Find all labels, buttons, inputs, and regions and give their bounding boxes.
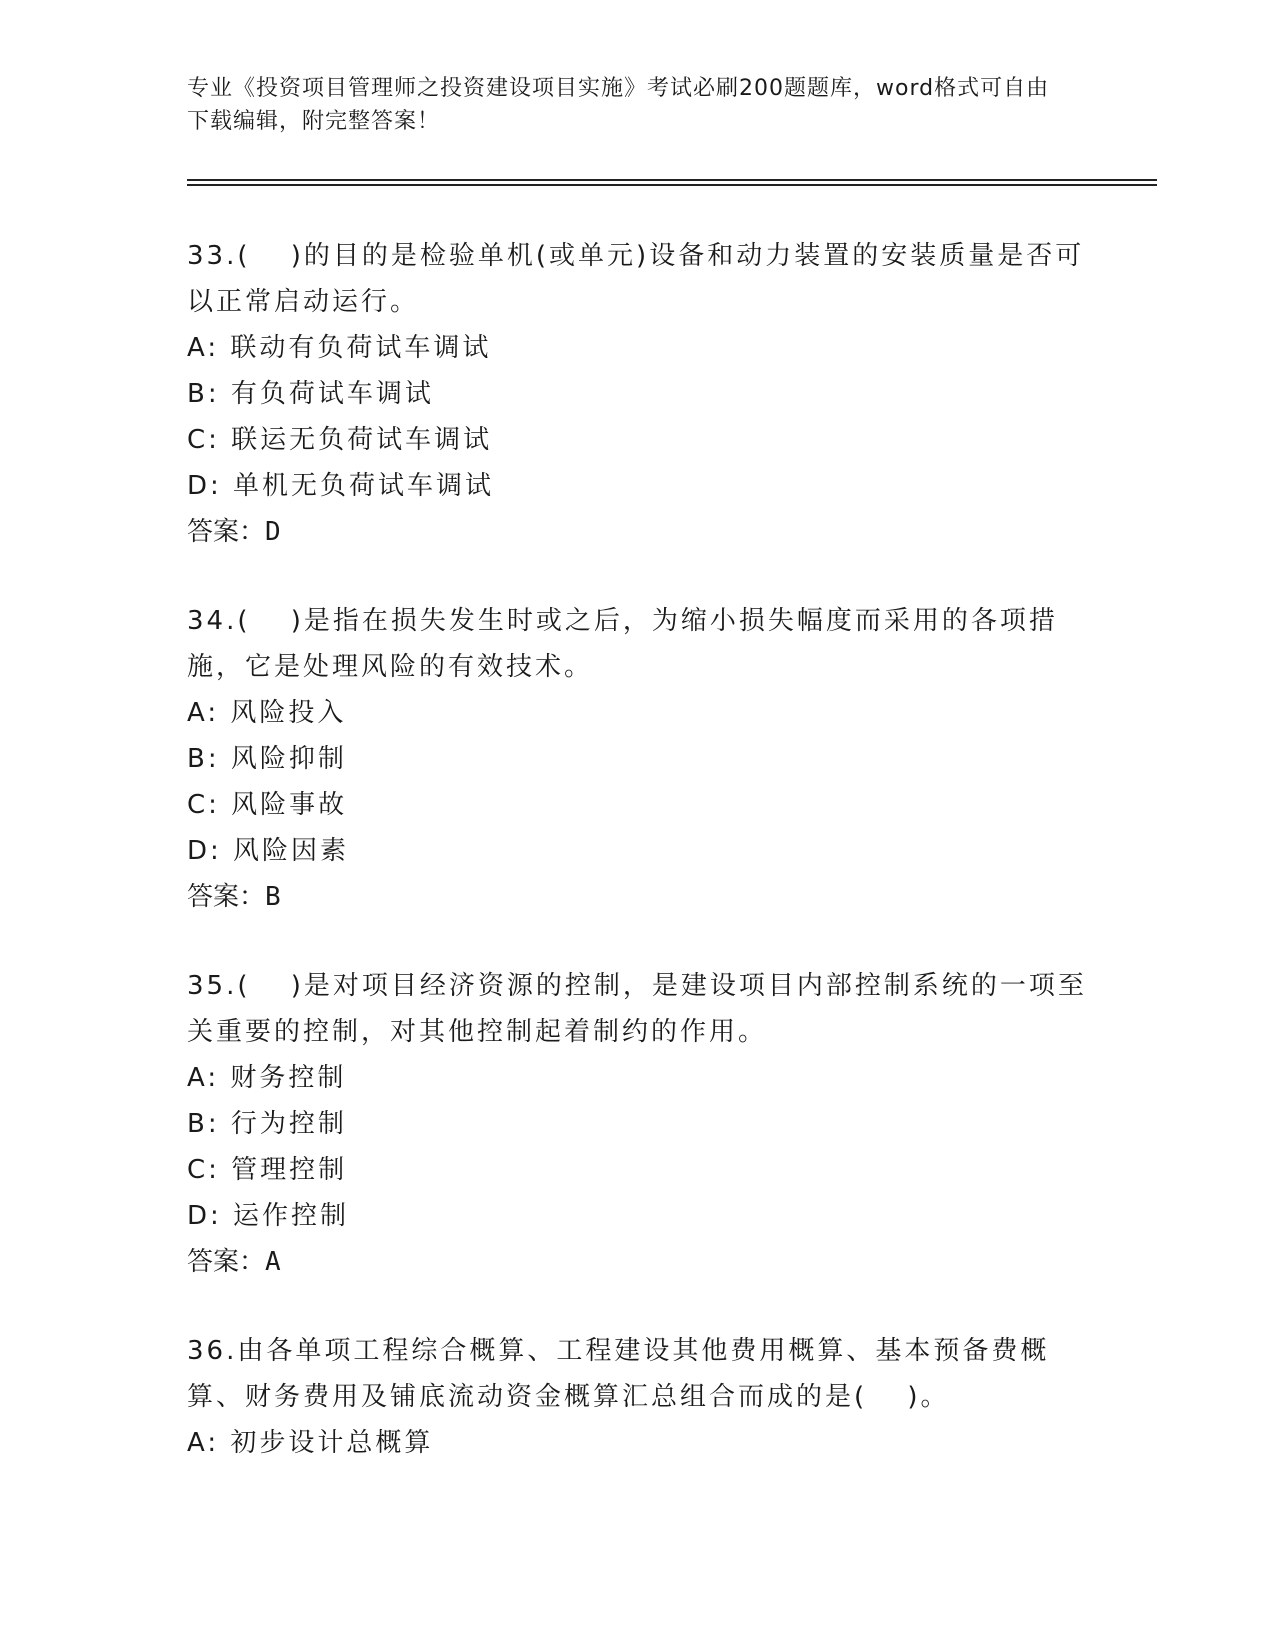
question-text: 36.由各单项工程综合概算、工程建设其他费用概算、基本预备费概算、财务费用及铺底流动资金概算汇总组合而成的是( )。: [187, 1336, 1050, 1412]
option-b: B: 有负荷试车调试: [187, 379, 434, 409]
question-33: [187, 233, 1087, 555]
question-text: 34.( )是指在损失发生时或之后，为缩小损失幅度而采用的各项措施，它是处理风险的有效技术。: [187, 606, 1058, 682]
option-c: C: 管理控制: [187, 1155, 348, 1185]
answer-line: [187, 874, 1087, 920]
answer-label: 答案：: [187, 517, 266, 547]
option-d: D: 风险因素: [187, 836, 350, 866]
option-b: B: 行为控制: [187, 1109, 347, 1139]
answer-value: A: [265, 1247, 281, 1277]
document-header: 专业《投资项目管理师之投资建设项目实施》考试必刷200题题库，word格式可自由下载编辑，附完整答案！: [187, 76, 1050, 134]
question-36: [187, 1328, 1087, 1466]
answer-label: 答案：: [187, 882, 266, 912]
option-c: C: 联运无负荷试车调试: [187, 425, 493, 455]
option-a: A: 财务控制: [187, 1063, 347, 1093]
question-text: 33.( )的目的是检验单机(或单元)设备和动力装置的安装质量是否可以正常启动运行。: [187, 241, 1085, 317]
answer-line: [187, 509, 1087, 555]
option-d: D: 运作控制: [187, 1201, 350, 1231]
answer-value: B: [265, 882, 281, 912]
option-b: B: 风险抑制: [187, 744, 347, 774]
answer-line: [187, 1239, 1087, 1285]
question-34: [187, 598, 1087, 920]
option-a: A: 风险投入: [187, 698, 347, 728]
option-a: A: 联动有负荷试车调试: [187, 333, 492, 363]
header-divider-top: [187, 179, 1157, 181]
question-text: 35.( )是对项目经济资源的控制，是建设项目内部控制系统的一项至关重要的控制，对其他控制起着制约的作用。: [187, 971, 1087, 1047]
option-c: C: 风险事故: [187, 790, 348, 820]
question-35: [187, 963, 1087, 1285]
option-d: D: 单机无负荷试车调试: [187, 471, 495, 501]
option-a: A: 初步设计总概算: [187, 1428, 434, 1458]
header-divider-bottom: [187, 184, 1157, 186]
answer-value: D: [265, 517, 281, 547]
answer-label: 答案：: [187, 1247, 266, 1277]
